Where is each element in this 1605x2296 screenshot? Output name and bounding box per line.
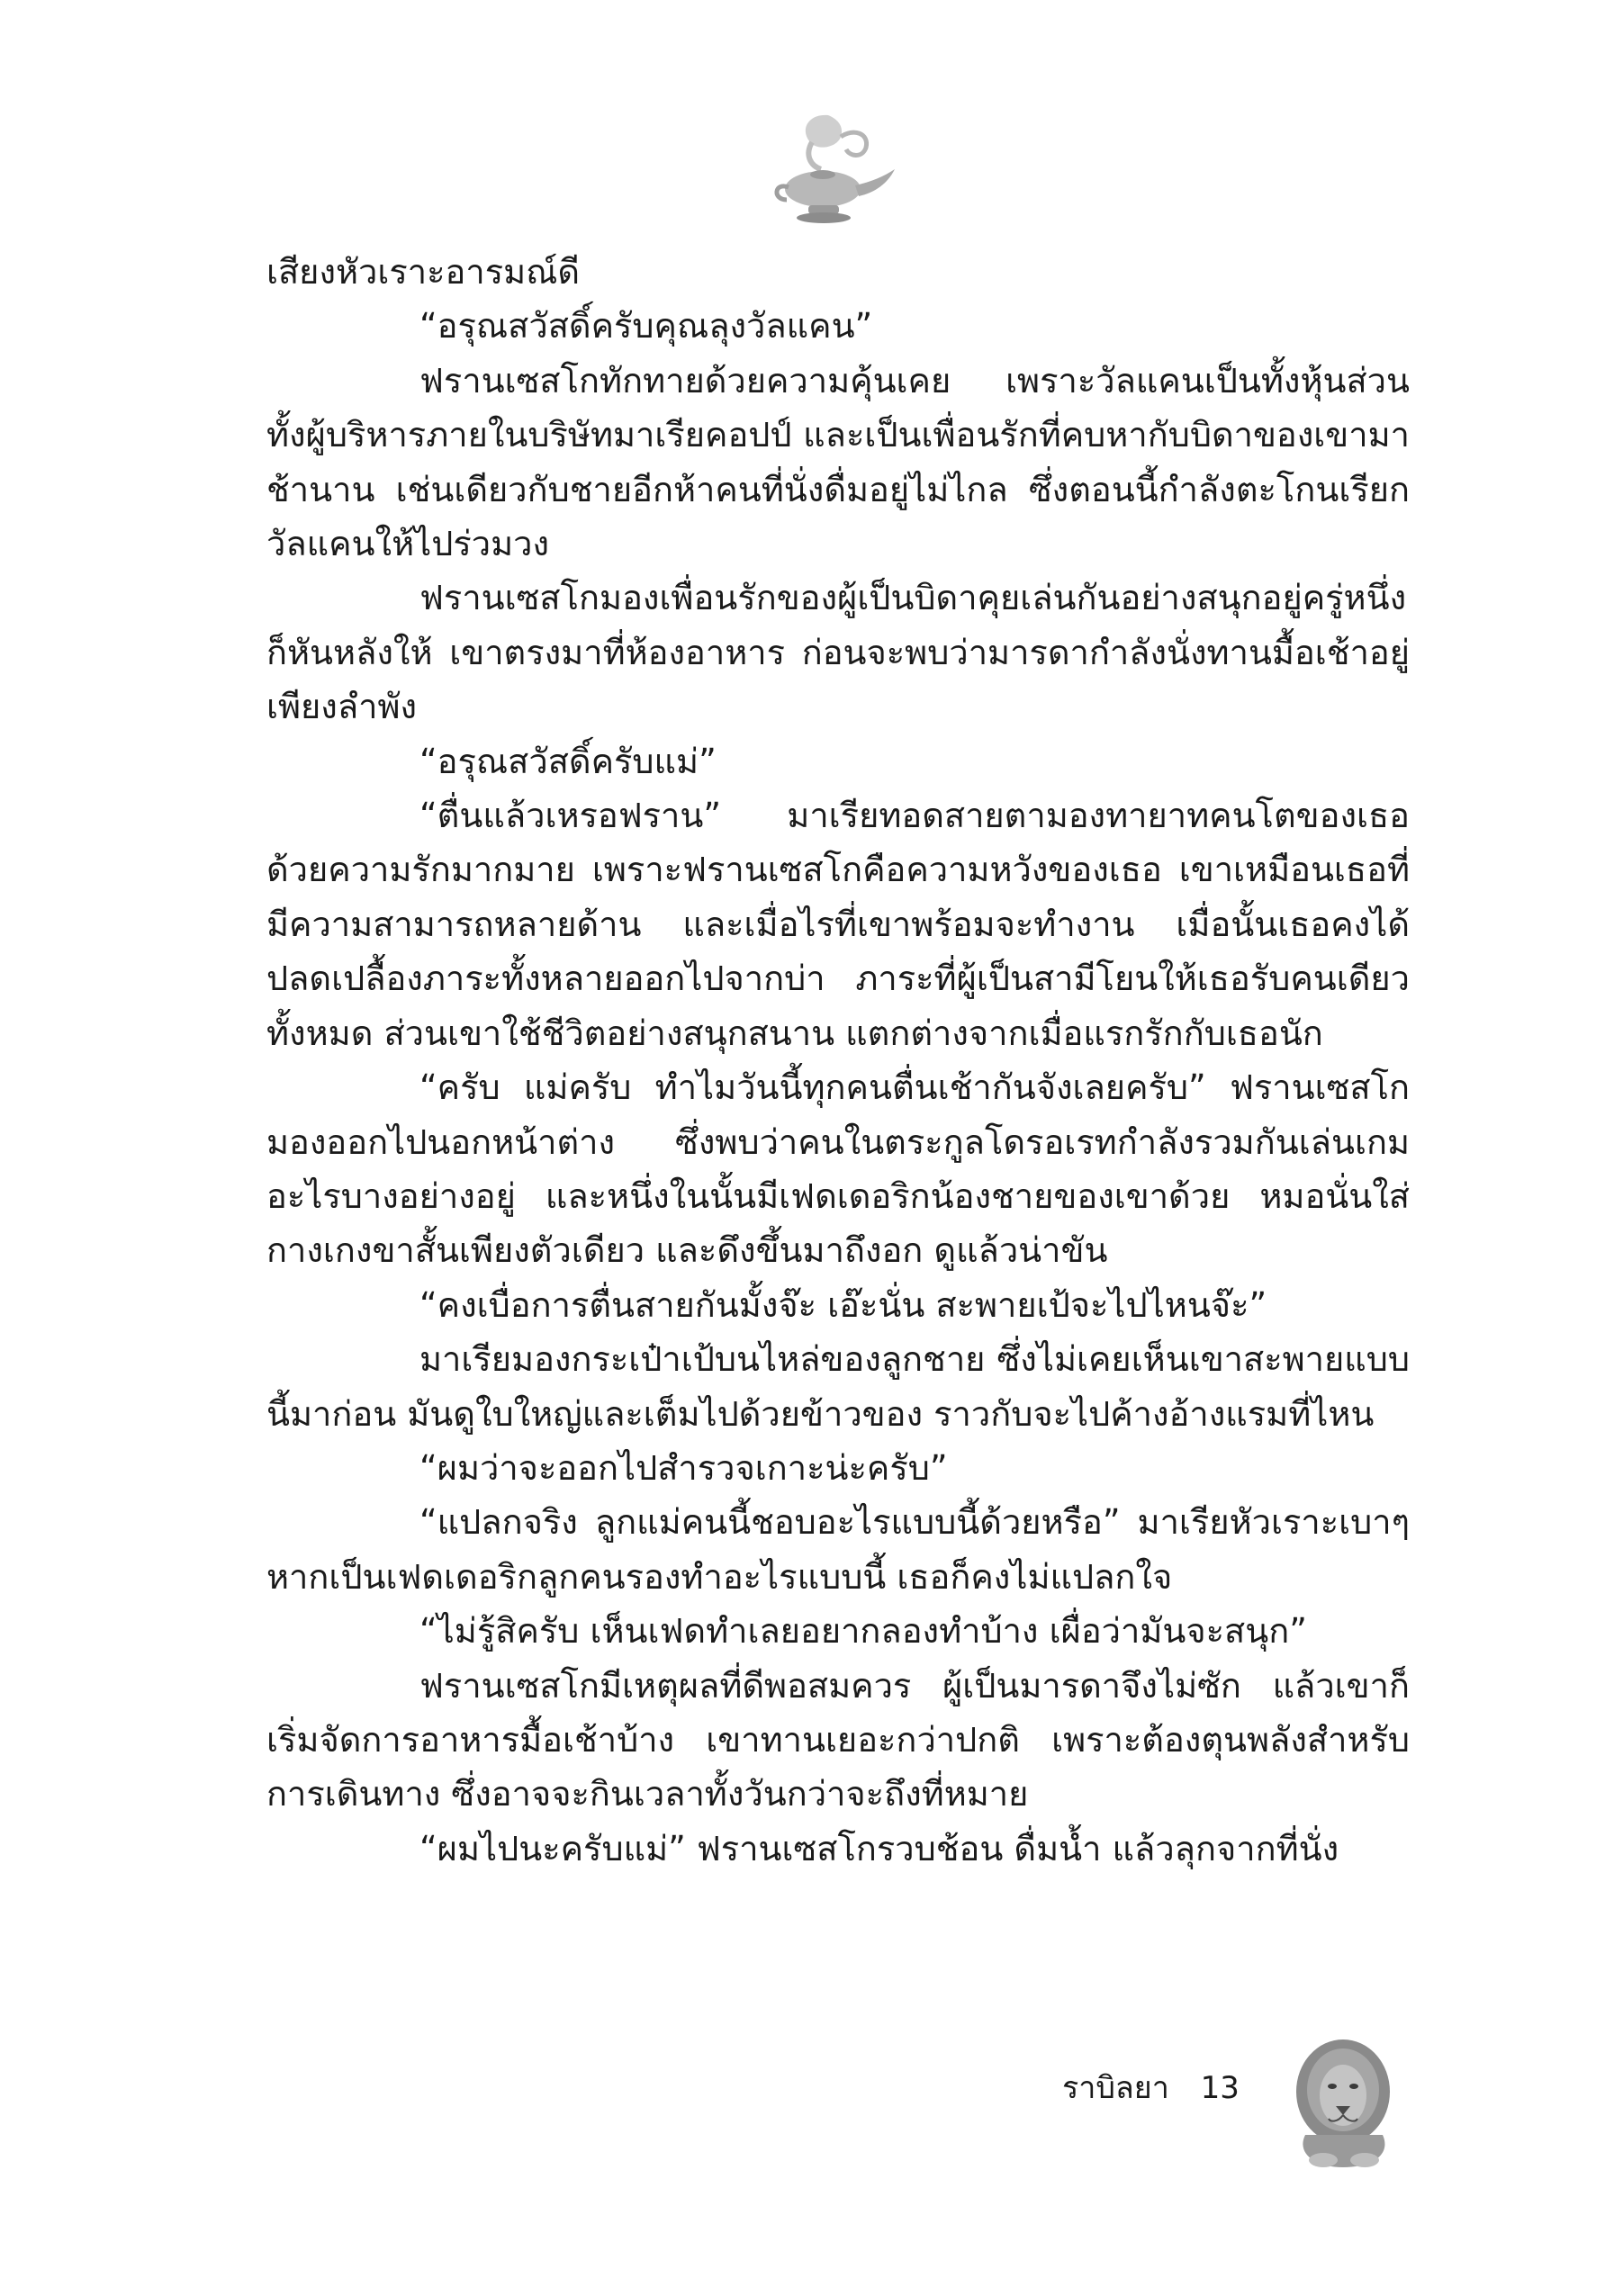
book-title: ราบิลยา — [1062, 2070, 1169, 2106]
paragraph: “ตื่นแล้วเหรอฟราน” มาเรียทอดสายตามองทายาทคนโตของเธอด้วยความรักมากมาย เพราะฟรานเซสโกคือความหวังของเธอ เขาเหมือนเธอที่มีความสามารถหลายด้าน และเมื่อไรที่เขาพร้อมจะทำงาน เมื่อนั้นเธอคงได้ปลดเปลื้องภาระทั้งหลายออกไปจากบ่า ภาระที่ผู้เป็นสามีโยนให้เธอรับคนเดียวทั้งหมด ส่วนเขาใช้ชีวิตอย่างสนุกสนาน แตกต่างจากเมื่อแรกรักกับเธอนัก — [266, 796, 1410, 1053]
paragraph: “ไม่รู้สิครับ เห็นเฟดทำเลยอยากลองทำบ้าง เผื่อว่ามันจะสนุก” — [419, 1611, 1307, 1652]
paragraph: “ผมว่าจะออกไปสำรวจเกาะน่ะครับ” — [419, 1447, 948, 1488]
paragraph: ฟรานเซสโกทักทายด้วยความคุ้นเคย เพราะวัลแคนเป็นทั้งหุ้นส่วน ทั้งผู้บริหารภายในบริษัทมาเรียคอปป์ และเป็นเพื่อนรักที่คบหากับบิดาของเขามาช้านาน เช่นเดียวกับชายอีกห้าคนที่นั่งดื่มอยู่ไม่ไกล ซึ่งตอนนี้กำลังตะโกนเรียกวัลแคนให้ไปร่วมวง — [266, 360, 1410, 564]
story-text — [266, 245, 1410, 1876]
paragraph: ฟรานเซสโกมองเพื่อนรักของผู้เป็นบิดาคุยเล่นกันอย่างสนุกอยู่ครู่หนึ่ง ก็หันหลังให้ เขาตรงมาที่ห้องอาหาร ก่อนจะพบว่ามารดากำลังนั่งทานมื้อเช้าอยู่เพียงลำพัง — [266, 578, 1410, 727]
page-number: 13 — [1200, 2070, 1240, 2106]
page-footer — [1062, 2061, 1240, 2115]
paragraph: เสียงหัวเราะอารมณ์ดี — [266, 252, 581, 292]
paragraph: “อรุณสวัสดิ์ครับแม่” — [419, 741, 717, 781]
paragraph: “อรุณสวัสดิ์ครับคุณลุงวัลแคน” — [419, 306, 873, 347]
paragraph: “ผมไปนะครับแม่” ฟรานเซสโกรวบช้อน ดื่มน้ำ แล้วลุกจากที่นั่ง — [419, 1828, 1339, 1868]
lion-ornament-icon — [1287, 2036, 1400, 2171]
paragraph: มาเรียมองกระเป๋าเป้บนไหล่ของลูกชาย ซึ่งไม่เคยเห็นเขาสะพายแบบนี้มาก่อน มันดูใบใหญ่และเต็มไปด้วยข้าวของ ราวกับจะไปค้างอ้างแรมที่ไหน — [266, 1339, 1410, 1434]
paragraph: ฟรานเซสโกมีเหตุผลที่ดีพอสมควร ผู้เป็นมารดาจึงไม่ซัก แล้วเขาก็เริ่มจัดการอาหารมื้อเช้าบ้าง เขาทานเยอะกว่าปกติ เพราะต้องตุนพลังสำหรับการเดินทาง ซึ่งอาจจะกินเวลาทั้งวันกว่าจะถึงที่หมาย — [266, 1665, 1410, 1814]
paragraph: “คงเบื่อการตื่นสายกันมั้งจ๊ะ เอ๊ะนั่น สะพายเป้จะไปไหนจ๊ะ” — [419, 1284, 1267, 1325]
paragraph: “ครับ แม่ครับ ทำไมวันนี้ทุกคนตื่นเช้ากันจังเลยครับ” ฟรานเซสโกมองออกไปนอกหน้าต่าง ซึ่งพบว่าคนในตระกูลโดรอเรทกำลังรวมกันเล่นเกมอะไรบางอย่างอยู่ และหนึ่งในนั้นมีเฟดเดอริกน้องชายของเขาด้วย หมอนั่นใส่กางเกงขาสั้นเพียงตัวเดียว และดึงขึ้นมาถึงอก ดูแล้วน่าขัน — [266, 1067, 1410, 1271]
genie-lamp-ornament-icon — [765, 106, 900, 228]
paragraph: “แปลกจริง ลูกแม่คนนี้ชอบอะไรแบบนี้ด้วยหรือ” มาเรียหัวเราะเบาๆ หากเป็นเฟดเดอริกลูกคนรองทำอะไรแบบนี้ เธอก็คงไม่แปลกใจ — [266, 1502, 1410, 1597]
